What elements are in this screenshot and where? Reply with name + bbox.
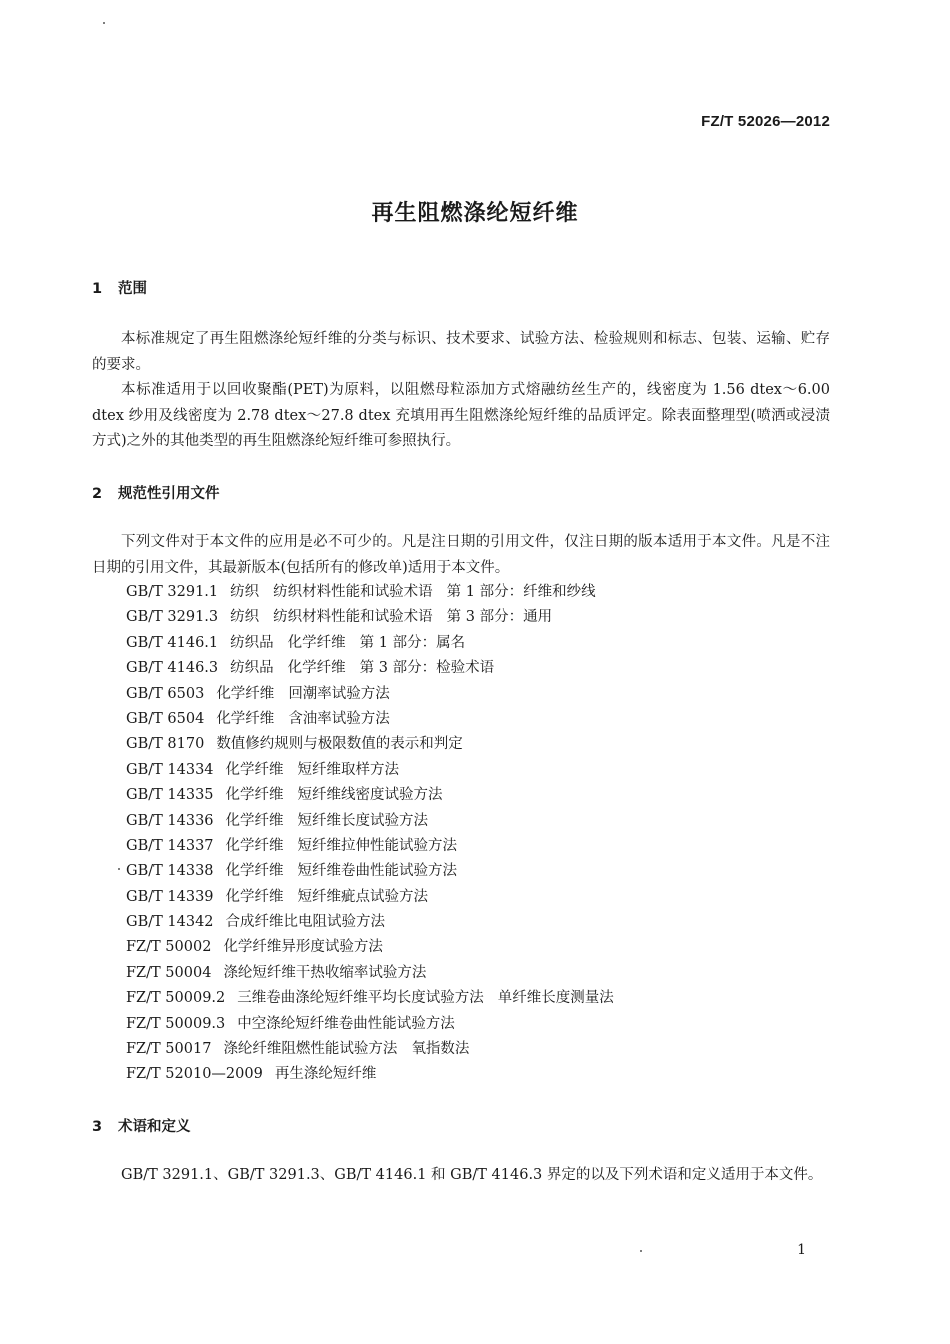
normative-refs-intro: 下列文件对于本文件的应用是必不可少的。凡是注日期的引用文件，仅注日期的版本适用于本文件。凡是不注日期的引用文件，其最新版本(包括所有的修改单)适用于本文件。	[92, 534, 830, 576]
reference-item: GB/T 4146.3 纺织品 化学纤维 第 3 部分：检验术语	[126, 660, 495, 677]
reference-item: FZ/T 52010—2009 再生涤纶短纤维	[126, 1066, 377, 1083]
scan-speck	[640, 1250, 642, 1252]
reference-item: GB/T 14336 化学纤维 短纤维长度试验方法	[126, 812, 429, 829]
reference-item: FZ/T 50009.3 中空涤纶短纤维卷曲性能试验方法	[126, 1015, 455, 1032]
reference-item: FZ/T 50002 化学纤维异形度试验方法	[126, 939, 383, 956]
reference-item: GB/T 4146.1 纺织品 化学纤维 第 1 部分：属名	[126, 634, 466, 651]
section-number: 1	[92, 281, 103, 297]
reference-item: GB/T 14338 化学纤维 短纤维卷曲性能试验方法	[126, 863, 458, 880]
section-number: 3	[92, 1119, 103, 1135]
reference-item: GB/T 14334 化学纤维 短纤维取样方法	[126, 761, 400, 778]
scan-speck	[118, 868, 120, 870]
reference-item: FZ/T 50017 涤纶纤维阻燃性能试验方法 氧指数法	[126, 1041, 470, 1058]
scope-paragraph-2: 本标准适用于以回收聚酯(PET)为原料，以阻燃母粒添加方式熔融纺丝生产的，线密度为 1.56 dtex～6.00 dtex 纱用及线密度为 2.78 dtex～27.8 dtex 充填用再生阻燃涤纶短纤维的品质评定。除表面整理型(喷洒或浸渍方式)之外的其他类型的再生阻燃涤纶短纤维可参照执行。	[92, 382, 830, 449]
reference-list	[126, 580, 628, 1088]
page-number: 1	[797, 1242, 806, 1258]
section-number: 2	[92, 486, 103, 502]
reference-item: GB/T 3291.1 纺织 纺织材料性能和试验术语 第 1 部分：纤维和纱线	[126, 584, 596, 600]
reference-item: FZ/T 50004 涤纶短纤维干热收缩率试验方法	[126, 964, 427, 981]
reference-item: GB/T 14342 合成纤维比电阻试验方法	[126, 914, 386, 931]
section-3-heading	[92, 1115, 191, 1136]
reference-item: GB/T 6504 化学纤维 含油率试验方法	[126, 710, 390, 727]
section-title: 范围	[118, 281, 147, 297]
standard-code: FZ/T 52026—2012	[701, 113, 830, 130]
reference-item: GB/T 14339 化学纤维 短纤维疵点试验方法	[126, 888, 429, 905]
terms-paragraph: GB/T 3291.1、GB/T 3291.3、GB/T 4146.1 和 GB/T 4146.3 界定的以及下列术语和定义适用于本文件。	[121, 1167, 823, 1183]
section-title: 术语和定义	[118, 1119, 191, 1135]
reference-item: FZ/T 50009.2 三维卷曲涤纶短纤维平均长度试验方法 单纤维长度测量法	[126, 990, 614, 1007]
reference-item: GB/T 6503 化学纤维 回潮率试验方法	[126, 685, 390, 702]
scan-speck	[103, 22, 105, 24]
reference-item: GB/T 8170 数值修约规则与极限数值的表示和判定	[126, 736, 463, 753]
section-1-heading	[92, 277, 147, 298]
scope-paragraph-1: 本标准规定了再生阻燃涤纶短纤维的分类与标识、技术要求、试验方法、检验规则和标志、包装、运输、贮存的要求。	[92, 331, 830, 373]
reference-item: GB/T 14335 化学纤维 短纤维线密度试验方法	[126, 787, 443, 804]
document-title: 再生阻燃涤纶短纤维	[371, 201, 579, 226]
section-2-heading	[92, 482, 220, 503]
section-title: 规范性引用文件	[118, 486, 220, 502]
reference-item: GB/T 14337 化学纤维 短纤维拉伸性能试验方法	[126, 837, 458, 854]
reference-item: GB/T 3291.3 纺织 纺织材料性能和试验术语 第 3 部分：通用	[126, 609, 553, 626]
